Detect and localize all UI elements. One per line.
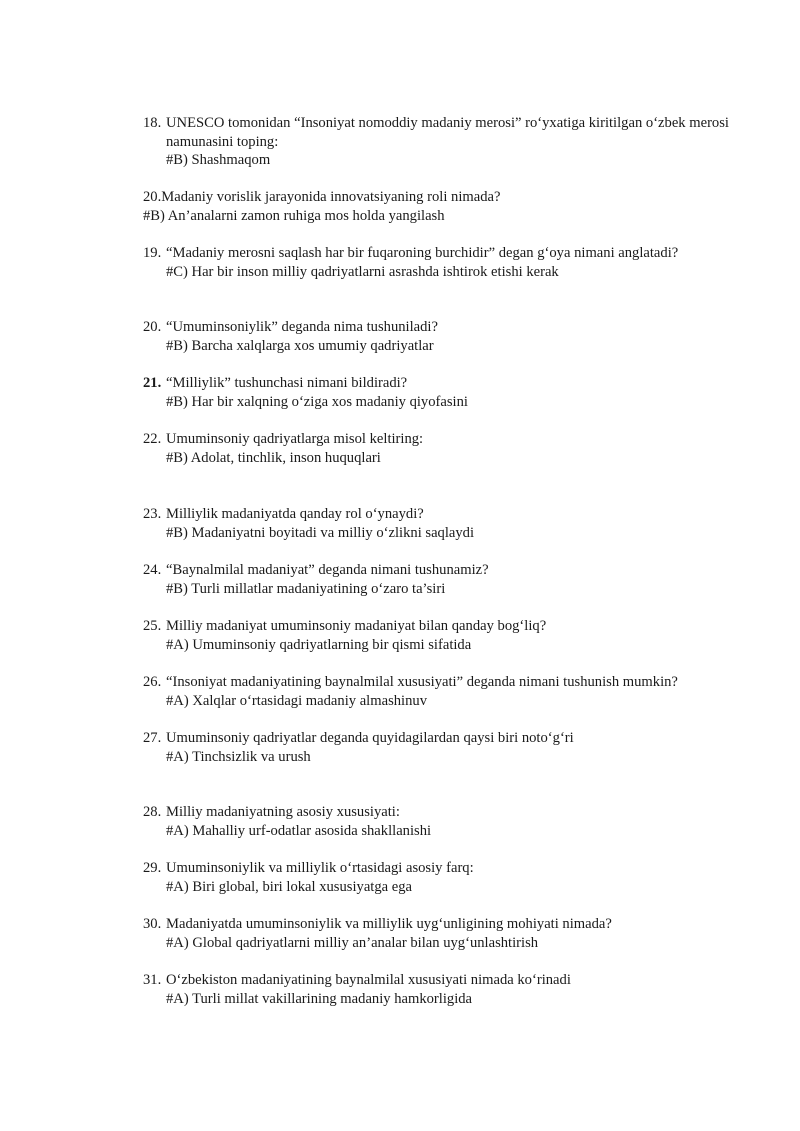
question-line: [143, 244, 753, 263]
answer-text: #B) Shashmaqom: [166, 152, 271, 168]
question-number: 23.: [143, 506, 162, 522]
question-number: 21.: [143, 375, 162, 391]
question-30: [143, 915, 753, 952]
answer-text: #B) Barcha xalqlarga xos umumiy qadriyatlar: [166, 337, 434, 354]
question-line: [143, 673, 753, 692]
question-text: O‘zbekiston madaniyatining baynalmilal xususiyati nimada ko‘rinadi: [166, 972, 571, 988]
question-28: [143, 803, 753, 840]
answer-text: #A) Turli millat vakillarining madaniy hamkorligida: [166, 990, 473, 1007]
question-24: [143, 561, 753, 598]
question-23: [143, 505, 753, 542]
question-text: “Milliylik” tushunchasi nimani bildiradi?: [166, 375, 408, 391]
question-22: [143, 430, 753, 467]
answer-text: #A) Biri global, biri lokal xususiyatga ega: [166, 878, 413, 895]
question-text: UNESCO tomonidan “Insoniyat nomoddiy madaniy merosi” ro‘yxatiga kiritilgan o‘zbek merosi namunasini toping:: [166, 115, 729, 150]
answer-text: #B) Madaniyatni boyitadi va milliy o‘zlikni saqlaydi: [166, 524, 475, 541]
question-line: [143, 971, 753, 990]
question-line: [143, 430, 753, 449]
question-line: [143, 318, 753, 337]
question-number: 19.: [143, 245, 162, 261]
question-line: [143, 729, 753, 748]
answer-text: #A) Global qadriyatlarni milliy an’analar bilan uyg‘unlashtirish: [166, 934, 539, 951]
question-number: 25.: [143, 618, 162, 634]
question-18: [143, 114, 753, 170]
answer-text: #B) An’analarni zamon ruhiga mos holda yangilash: [143, 207, 445, 224]
answer-text: #B) Har bir xalqning o‘ziga xos madaniy qiyofasini: [166, 393, 468, 410]
question-number: 18.: [143, 115, 162, 131]
question-line: [143, 374, 753, 393]
question-text: Umuminsoniy qadriyatlarga misol keltiring:: [166, 431, 424, 447]
question-number: 20.: [143, 319, 162, 335]
question-line: [143, 188, 753, 207]
question-text: “Madaniy merosni saqlash har bir fuqaroning burchidir” degan g‘oya nimani anglatadi?: [166, 245, 679, 261]
question-text: “Umuminsoniylik” deganda nima tushuniladi?: [166, 319, 438, 335]
question-21: [143, 374, 753, 411]
question-line: [143, 617, 753, 636]
question-20: [143, 318, 753, 355]
question-29: [143, 859, 753, 896]
question-text: Milliy madaniyat umuminsoniy madaniyat bilan qanday bog‘liq?: [166, 618, 547, 634]
question-line: [143, 915, 753, 934]
question-text: Madaniy vorislik jarayonida innovatsiyaning roli nimada?: [161, 189, 501, 205]
answer-text: #A) Umuminsoniy qadriyatlarning bir qismi sifatida: [166, 636, 472, 653]
question-text: Milliylik madaniyatda qanday rol o‘ynaydi?: [166, 506, 424, 522]
question-31: [143, 971, 753, 1008]
question-number: 27.: [143, 730, 162, 746]
question-26: [143, 673, 753, 710]
question-number: 22.: [143, 431, 162, 447]
answer-text: #B) Adolat, tinchlik, inson huquqlari: [166, 449, 381, 466]
question-text: Madaniyatda umuminsoniylik va milliylik uyg‘unligining mohiyati nimada?: [166, 916, 612, 932]
question-text: Milliy madaniyatning asosiy xususiyati:: [166, 804, 400, 820]
question-line: [143, 561, 753, 580]
question-text: “Insoniyat madaniyatining baynalmilal xususiyati” deganda nimani tushunish mumkin?: [166, 674, 678, 690]
question-19: [143, 244, 753, 281]
question-number: 31.: [143, 972, 162, 988]
answer-text: #A) Tinchsizlik va urush: [166, 748, 311, 765]
question-number: 29.: [143, 860, 162, 876]
question-line: [143, 114, 753, 151]
question-number: 26.: [143, 674, 162, 690]
question-25: [143, 617, 753, 654]
question-20-innovation: [143, 188, 753, 225]
question-line: [143, 505, 753, 524]
question-text: Umuminsoniy qadriyatlar deganda quyidagilardan qaysi biri noto‘g‘ri: [166, 730, 574, 746]
question-line: [143, 803, 753, 822]
question-number: 20.: [143, 189, 162, 205]
question-text: Umuminsoniylik va milliylik o‘rtasidagi asosiy farq:: [166, 860, 474, 876]
answer-text: #A) Xalqlar o‘rtasidagi madaniy almashinuv: [166, 692, 427, 709]
answer-text: #A) Mahalliy urf-odatlar asosida shakllanishi: [166, 822, 432, 839]
question-text: “Baynalmilal madaniyat” deganda nimani tushunamiz?: [166, 562, 489, 578]
question-number: 24.: [143, 562, 162, 578]
question-27: [143, 729, 753, 766]
answer-text: #B) Turli millatlar madaniyatining o‘zaro ta’siri: [166, 580, 446, 597]
question-line: [143, 859, 753, 878]
question-number: 30.: [143, 916, 162, 932]
question-number: 28.: [143, 804, 162, 820]
answer-text: #C) Har bir inson milliy qadriyatlarni asrashda ishtirok etishi kerak: [166, 263, 559, 280]
